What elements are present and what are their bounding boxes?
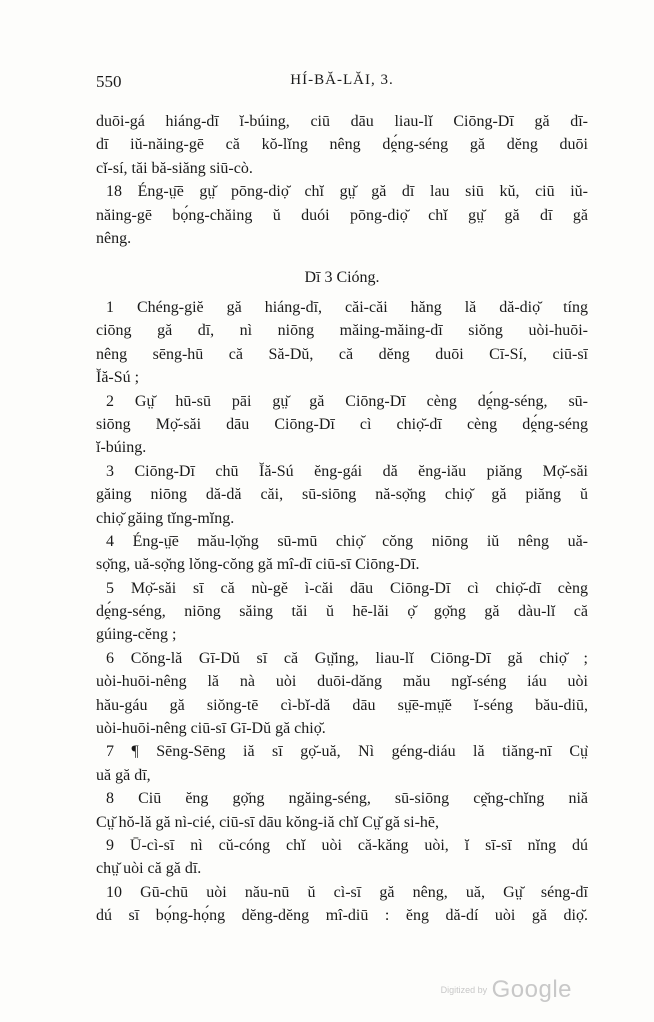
verse-line: 5 Mọ̆-săi sī că nù-gĕ ì-căi dāu Ciōng-Dī cì chiọ̆-dī cèng [106,579,588,597]
verse-line: 6 Cŏng-lă Gī-Dŭ sī că Gṳ̆ing, liau-lĭ Ciōng-Dī gă chiọ̆ ; [106,649,588,667]
verse-18-line: nêng. [96,229,132,247]
watermark-prefix: Digitized by [440,985,488,995]
verse-line: 7 ¶ Sēng-Sēng iă sī gọ̆-uă, Nì géng-diáu lă tiăng-nī Cṳ̆ [106,743,588,761]
verse-line: 3 Ciōng-Dī chū Ĭă-Sú ĕng-gái dă ĕng-iău piăng Mọ̆-săi [106,462,588,480]
verse-line: siōng Mọ̆-săi dāu Ciōng-Dī cì chiọ̆-dī cèng dḙ́ng-séng [96,415,588,433]
chapter-verses [96,296,588,928]
verse-line: uòi-huōi-nêng lă nà uòi duōi-dăng mău ngĭ-séng iáu uòi [96,673,588,691]
verse-line: 10 Gū-chū uòi nău-nū ŭ cì-sī gă nêng, uă, Gṳ̆ séng-dī [106,883,588,901]
verse-line: dḙ́ng-séng, niōng săing tăi ŭ hē-lăi ọ̆ gọ̆ng gă dàu-lĭ că [96,603,588,621]
continuation-paragraph [96,110,588,250]
verse-18-line: 18 Éng-ṳ̄ē gṳ̆ pōng-diọ̆ chĭ gṳ̆ gă dī lau siū kŭ, ciū iŭ- [106,183,588,201]
verse-line: 9 Ū-cì-sī nì cŭ-cóng chĭ uòi că-kăng uòi, ĭ sī-sī nĭng dú [106,836,588,854]
verse-line: sọ̆ng, uă-sọ̆ng lŏng-cŏng gă mî-dī ciū-sī Ciōng-Dī. [96,556,420,574]
verse-line: Cṳ̆ hŏ-lă gă nì-cié, ciū-sī dāu kŏng-iă chĭ Cṳ̆ gă si-hē, [96,813,440,831]
digitization-watermark [441,976,572,1004]
verse-line: ĭ-búing. [96,439,147,457]
text-line: duōi-gá hiáng-dī ĭ-búing, ciū dāu liau-lĭ Ciōng-Dī gă dī- [96,113,588,130]
verse-line: gúing-cĕng ; [96,626,177,644]
verse-line: dú sī bọ́ng-họ́ng dĕng-dĕng mî-diū : ĕng dă-dí uòi gă diọ̆. [96,907,588,925]
chapter-heading: Dī 3 Cióng. [304,269,380,286]
text-line: cĭ-sí, tăi bă-siăng siū-cò. [96,159,253,177]
verse-line: 2 Gṳ̆ hū-sū pāi gṳ̆ gă Ciōng-Dī cèng dḙ́ng-séng, sū- [106,392,588,410]
verse-line: chiọ̆ găing tĭng-mĭng. [96,509,235,527]
verse-line: 8 Ciū ĕng gọ̆ng ngăing-séng, sū-siōng cḙ̆ng-chĭng niă [106,790,588,808]
running-title: HÍ-BĂ-LĂI, 3. [290,72,394,88]
verse-line: nêng sēng-hū că Să-Dŭ, că dĕng duōi Cī-Sí, ciū-sī [96,345,588,363]
verse-line: Ĭă-Sú ; [96,369,140,387]
verse-line: chṳ̆ uòi că gă dī. [96,860,202,878]
verse-line: uòi-huōi-nêng ciū-sī Gī-Dŭ gă chiọ̆. [96,720,326,738]
verse-line: 4 Éng-ṳ̄ē mău-lọ̆ng sū-mū chiọ̆ cŏng niōng iŭ nêng uă- [106,532,588,550]
verse-line: ciōng gă dī, nì niōng măing-măing-dī siŏng uòi-huōi- [96,322,588,340]
page-header [96,72,588,96]
verse-18-line: năing-gē bọ́ng-chăing ŭ duói pōng-diọ̆ chĭ gṳ̆ gă dī gă [96,206,588,224]
verse-line: hău-gáu gă siŏng-tē cì-bĭ-dă dāu sṳ̄ē-mṳ̄ĕ ĭ-séng bău-diū, [96,696,588,714]
verse-line: 1 Chéng-giĕ gă hiáng-dī, căi-căi hăng lă dă-diọ̆ tíng [106,299,588,316]
verse-line: uă gă dī, [96,766,151,784]
page-number: 550 [96,72,122,91]
google-logo: Google [491,976,572,1003]
text-line: dī iŭ-năing-gē că kŏ-lĭng nêng dḙ́ng-séng gă dĕng duōi [96,136,588,154]
verse-line: găing niōng dă-dă căi, sū-siōng nă-sọ̆ng chiọ̆ gă piăng ŭ [96,486,588,504]
